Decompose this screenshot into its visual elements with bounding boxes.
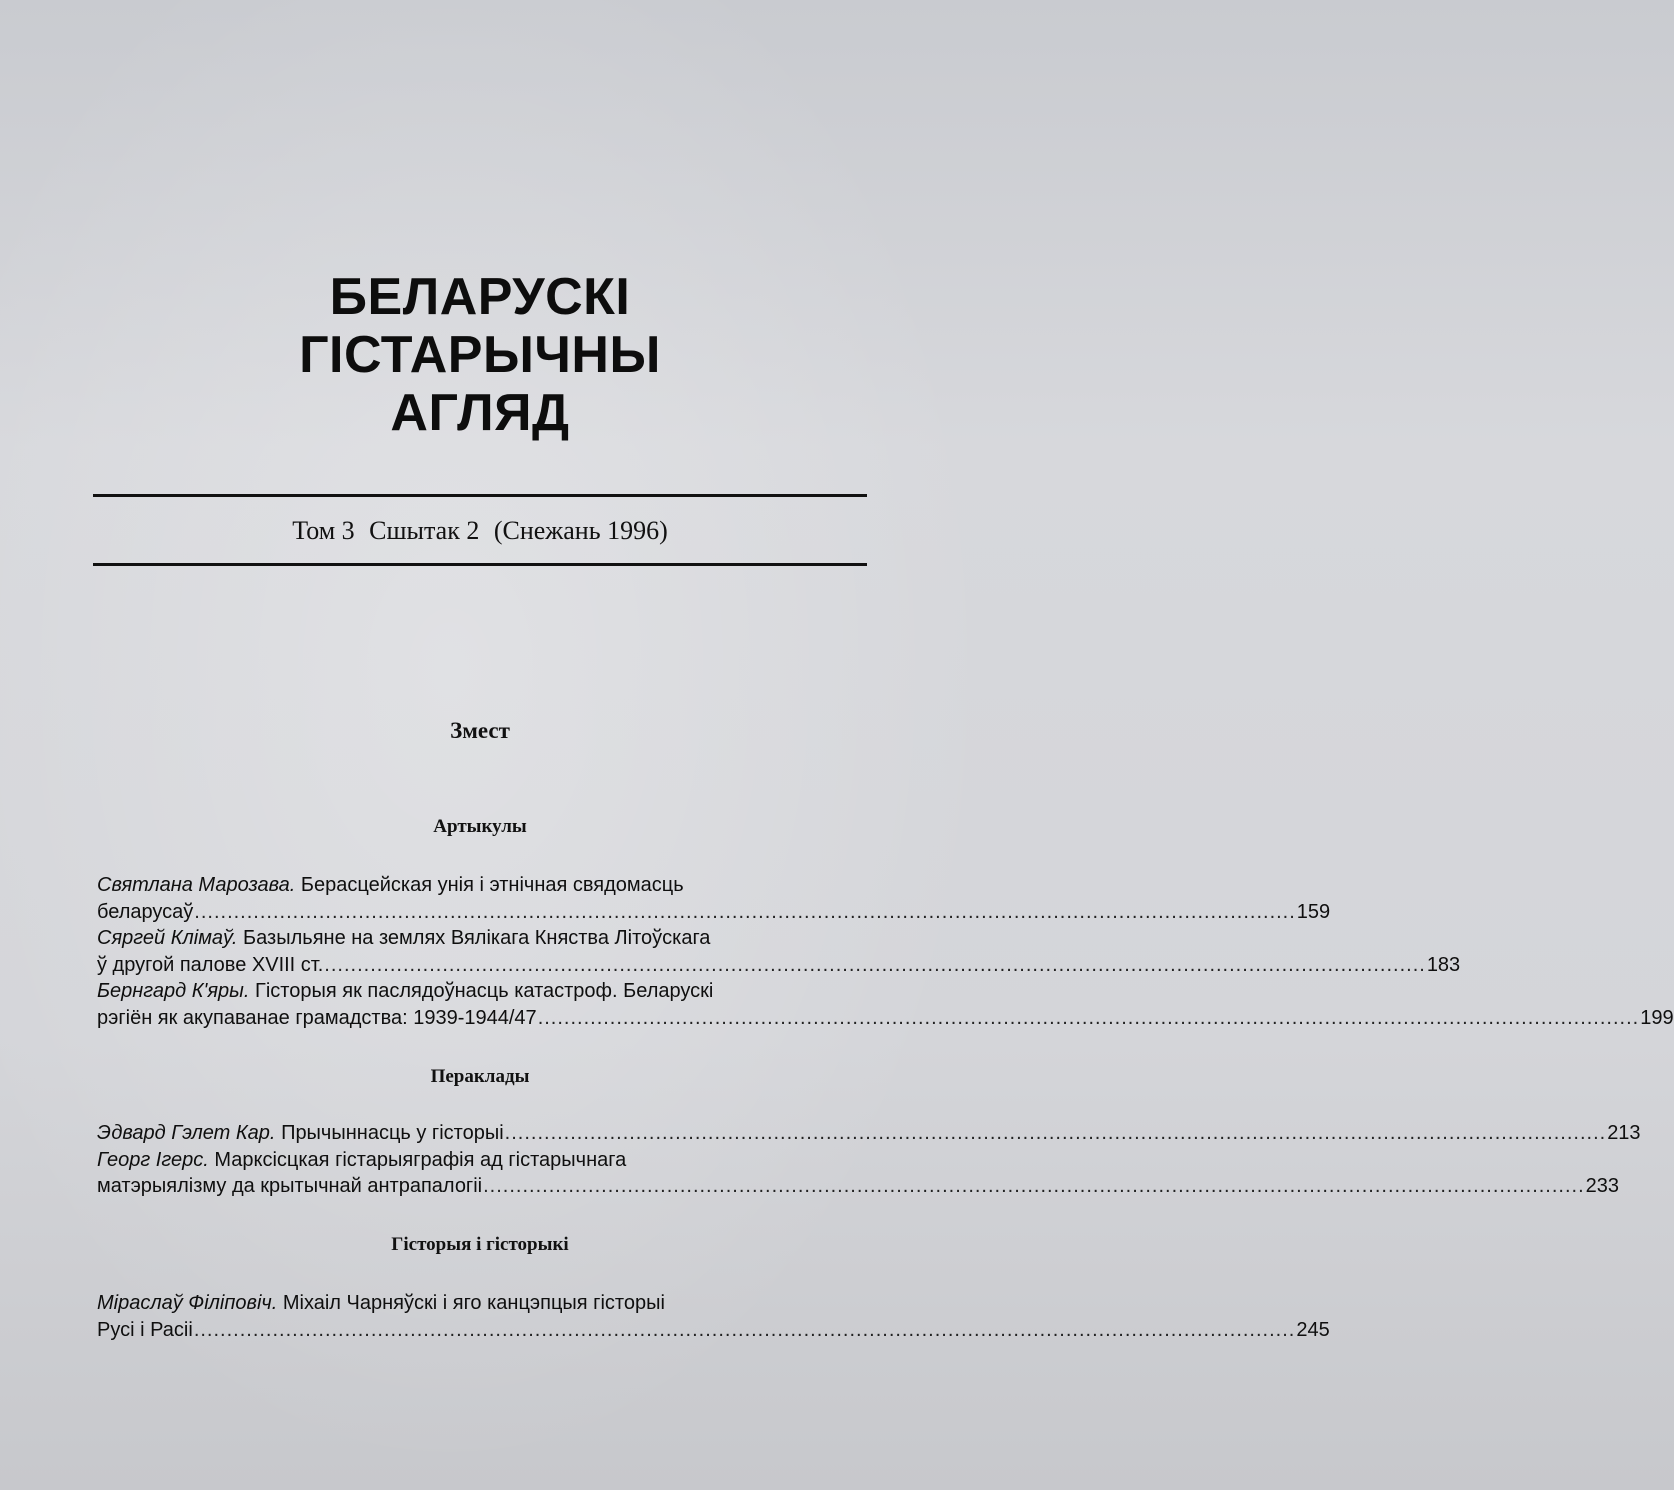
entry-page-number: 183 (1426, 953, 1461, 976)
entry-page-number: 233 (1585, 1175, 1620, 1197)
section-articles (97, 872, 1674, 1031)
entry-title-cont: Русі і Расіі (97, 1318, 193, 1341)
section-title-translations: Пераклады (430, 1066, 530, 1087)
entry-page-number: 159 (1296, 900, 1331, 923)
toc-entry: Бернгард К'яры. Гісторыя як паслядоўнасць катастроф. Беларускі рэгіён як акупаванае грамадства: 1939-1944/47 ........................................................................................................................................................................ 199 (97, 978, 869, 1031)
issue-label: Сшытак 2 (369, 516, 480, 545)
volume-label: Том 3 (292, 516, 355, 545)
entry-title-cont: ў другой палове XVIII ст. (97, 953, 324, 976)
entry-author: Эдвард Гэлет Кар. (97, 1122, 276, 1144)
entry-page-number: 199 (1640, 1006, 1674, 1029)
toc-entry: Міраслаў Філіповіч. Міхаіл Чарняўскі і яго канцэпцыя гісторыі Русі і Расіі ........................................................................................................................................................................ 245 (97, 1290, 869, 1343)
toc-entry: Георг Ігерс. Марксісцкая гістарыяграфія ад гістарычнага матэрыялізму да крытычнай антрапалогіі ........................................................................................................................................................................ 233 (97, 1147, 869, 1200)
entry-author: Георг Ігерс. (97, 1148, 209, 1171)
entry-title: Берасцейская унія і этнічная свядомасць (300, 874, 684, 896)
top-rule (93, 494, 867, 497)
title-line: ГІСТАРЫЧНЫ (299, 326, 661, 384)
entry-title: Гісторыя як паслядоўнасць катастроф. Беларускі (255, 980, 714, 1002)
section-history (97, 1290, 1330, 1343)
issue-date: (Снежань 1996) (493, 516, 668, 545)
entry-author: Сяргей Клімаў. (97, 927, 238, 949)
entry-page-number: 245 (1296, 1318, 1330, 1341)
entry-title: Міхаіл Чарняўскі і яго канцэпцыя гісторыі (282, 1292, 665, 1314)
section-title-history: Гісторыя і гісторыкі (391, 1234, 569, 1255)
entry-title-cont: матэрыялізму да крытычнай антрапалогіі (97, 1175, 483, 1197)
entry-title-cont: рэгіён як акупаванае грамадства: 1939-1944/47 (97, 1006, 537, 1029)
toc-entry: Эдвард Гэлет Кар. Прычыннасць у гісторыі ........................................................................................................................................................................ 213 (97, 1120, 869, 1147)
entry-title: Базыльяне на землях Вялікага Княства Літоўскага (243, 927, 711, 949)
issue-info (93, 516, 867, 546)
toc-entry: Сяргей Клімаў. Базыльяне на землях Вялікага Княства Літоўскага ў другой палове XVIII ст. ........................................................................................................................................................................ 183 (97, 925, 869, 978)
title-line: АГЛЯД (390, 384, 570, 442)
section-title-articles: Артыкулы (433, 816, 527, 837)
entry-title-cont: беларусаў (97, 900, 194, 923)
entry-title: Прычыннасць у гісторыі (281, 1122, 504, 1144)
toc-entry: Святлана Марозава. Берасцейская унія і этнічная свядомасць беларусаў ........................................................................................................................................................................ 159 (97, 872, 869, 925)
title-line: БЕЛАРУСКІ (329, 268, 631, 326)
entry-author: Святлана Марозава. (97, 874, 296, 896)
entry-page-number: 213 (1607, 1122, 1641, 1144)
journal-title (180, 268, 780, 442)
entry-author: Міраслаў Філіповіч. (97, 1292, 278, 1314)
contents-heading: Змест (450, 718, 510, 743)
entry-title: Марксісцкая гістарыяграфія ад гістарычнага (214, 1148, 627, 1171)
section-translations (97, 1120, 1641, 1200)
bottom-rule (93, 563, 867, 566)
entry-author: Бернгард К'яры. (97, 980, 250, 1002)
